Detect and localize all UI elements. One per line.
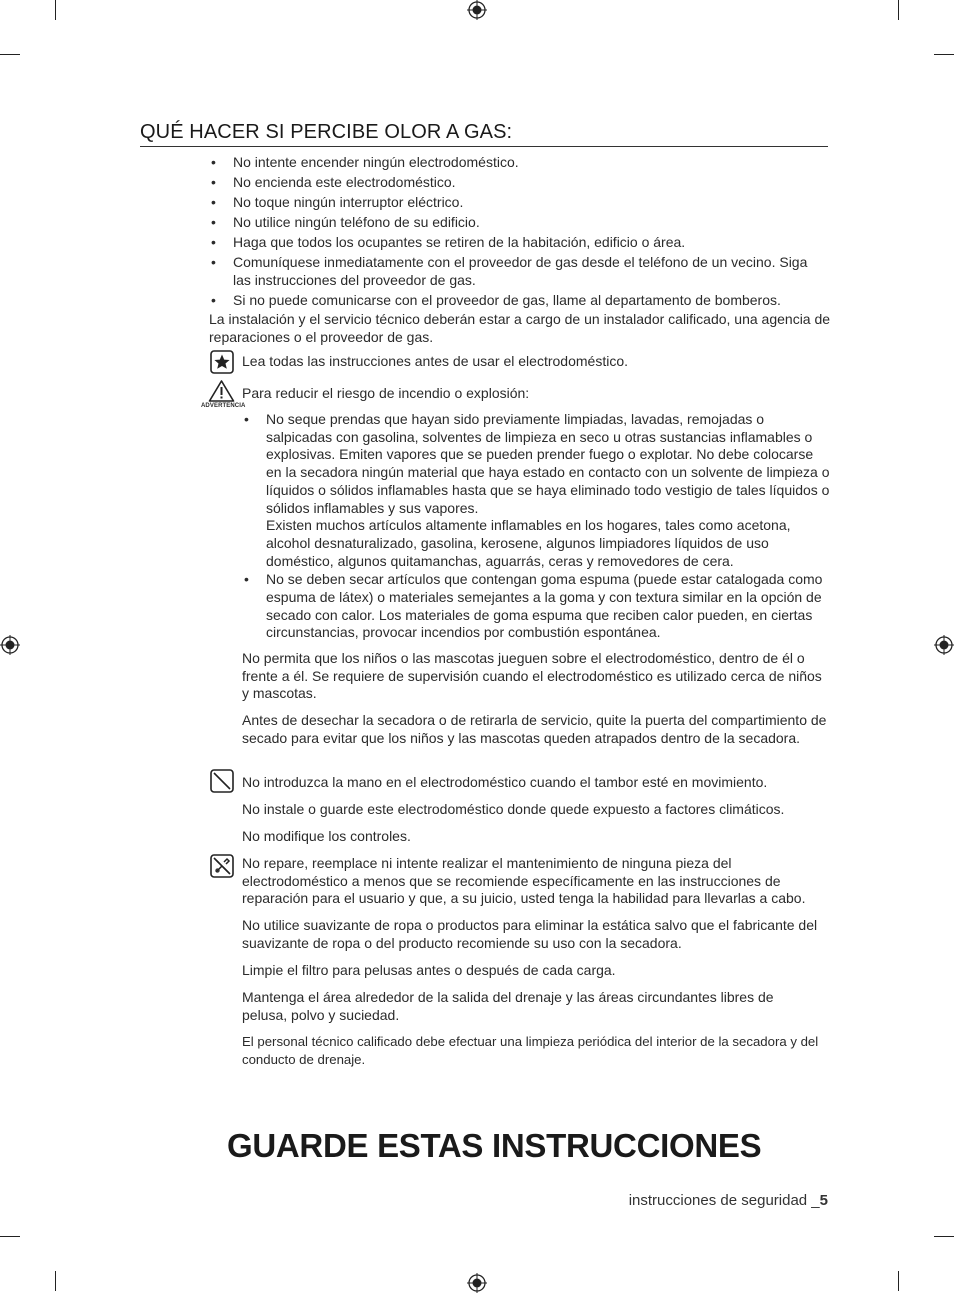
crop-mark <box>0 1236 20 1237</box>
page-number: 5 <box>819 1192 828 1209</box>
gas-bullet-list <box>209 153 829 311</box>
list-item: • No intente encender ningún electrodoméstico. <box>209 153 829 171</box>
list-item: • Haga que todos los ocupantes se retiren de la habitación, edificio o área. <box>209 233 829 251</box>
crop-mark <box>55 1271 56 1291</box>
registration-mark-icon <box>467 1273 487 1293</box>
list-item: • No utilice ningún teléfono de su edificio. <box>209 213 829 231</box>
registration-mark-icon <box>0 635 20 655</box>
page-footer <box>629 1192 828 1209</box>
warning-label: ADVERTENCIA <box>201 403 246 409</box>
warning-bullet-text: Existen muchos artículos altamente inflamables en los hogares, tales como acetona, alcohol desnaturalizado, gasolina, kerosene, algunos limpiadores líquidos de uso doméstico, algunos quitamanchas, aguarrás, ceras y removedores de cera. <box>266 517 791 569</box>
drain-note: Mantenga el área alrededor de la salida del drenaje y las áreas circundantes libres de pelusa, polvo y suciedad. <box>242 989 774 1023</box>
prohibited-hand-icon <box>210 769 234 793</box>
section-heading: QUÉ HACER SI PERCIBE OLOR A GAS: <box>140 121 828 147</box>
filter-note: Limpie el filtro para pelusas antes o después de cada carga. <box>242 962 616 978</box>
prohibited-note: No modifique los controles. <box>242 828 411 844</box>
list-item: • No toque ningún interruptor eléctrico. <box>209 193 829 211</box>
page-title: GUARDE ESTAS INSTRUCCIONES <box>227 1127 762 1164</box>
registration-mark-icon <box>934 635 954 655</box>
repair-note: No repare, reemplace ni intente realizar el mantenimiento de ninguna pieza del electrodoméstico a menos que se recomiende específicamente en las instrucciones de reparación para el usuario y que, a su juicio, usted tenga la habilidad para llevarlas a cabo. <box>242 855 806 907</box>
warning-bullet-text: • No seque prendas que hayan sido previamente limpiadas, lavadas, remojadas o salpicadas con gasolina, solventes de limpieza en seco u otras sustancias inflamables o explosivas. Emiten vapores que se pueden prender fuego o explotar. No debe colocarse en la secadora ningún material que haya estado en contacto con un solvente de limpieza o líquidos o sólidos inflamables hasta que se haya eliminado todo vestigio de tales líquidos o sólidos inflamables y sus vapores. <box>266 411 830 516</box>
important-star-icon <box>210 350 234 374</box>
no-disassembly-icon <box>210 854 234 878</box>
prohibited-note: No instale o guarde este electrodoméstico donde quede expuesto a factores climáticos. <box>242 801 785 817</box>
crop-mark <box>934 54 954 55</box>
softener-note: No utilice suavizante de ropa o productos para eliminar la estática salvo que el fabricante del suavizante de ropa o del producto recomiende su uso con la secadora. <box>242 917 818 951</box>
discard-note: Antes de desechar la secadora o de retirarla de servicio, quite la puerta del compartimiento de secado para evitar que los niños y las mascotas queden atrapados dentro de la secadora. <box>242 712 827 746</box>
warning-bullet-list <box>242 411 832 643</box>
list-item <box>242 411 832 570</box>
footer-text: instrucciones de seguridad _ <box>628 1192 820 1209</box>
list-item: • Comuníquese inmediatamente con el proveedor de gas desde el teléfono de un vecino. Siga las instrucciones del proveedor de gas. <box>209 253 829 289</box>
crop-mark <box>898 1271 899 1291</box>
warning-bullet-text: • No se deben secar artículos que contengan goma espuma (puede estar catalogada como espuma de látex) o materiales semejantes a la goma y con textura similar en la opción de secado con calor. Los materiales de goma espuma que reciben calor pueden, en ciertas circunstancias, provocar incendios por combustión espontánea. <box>266 571 823 641</box>
read-all-note: Lea todas las instrucciones antes de usar el electrodoméstico. <box>242 353 628 369</box>
crop-mark <box>934 1236 954 1237</box>
children-note: No permita que los niños o las mascotas jueguen sobre el electrodoméstico, dentro de él o frente a él. Se requiere de supervisión cuando el electrodoméstico es utilizado cerca de niños y mascotas. <box>242 650 822 702</box>
warning-intro: Para reducir el riesgo de incendio o explosión: <box>242 385 530 401</box>
crop-mark <box>898 0 899 20</box>
installation-note: La instalación y el servicio técnico deberán estar a cargo de un instalador calificado, una agencia de reparaciones o el proveedor de gas. <box>209 311 831 345</box>
registration-mark-icon <box>467 0 487 20</box>
crop-mark <box>55 0 56 20</box>
list-item <box>242 571 832 642</box>
list-item: • Si no puede comunicarse con el proveedor de gas, llame al departamento de bomberos. <box>209 291 829 309</box>
crop-mark <box>0 54 20 55</box>
list-item: • No encienda este electrodoméstico. <box>209 173 829 191</box>
service-note: El personal técnico calificado debe efectuar una limpieza periódica del interior de la secadora y del conducto de drenaje. <box>242 1034 819 1067</box>
prohibited-note: No introduzca la mano en el electrodoméstico cuando el tambor esté en movimiento. <box>242 774 768 790</box>
warning-triangle-icon <box>208 379 235 403</box>
